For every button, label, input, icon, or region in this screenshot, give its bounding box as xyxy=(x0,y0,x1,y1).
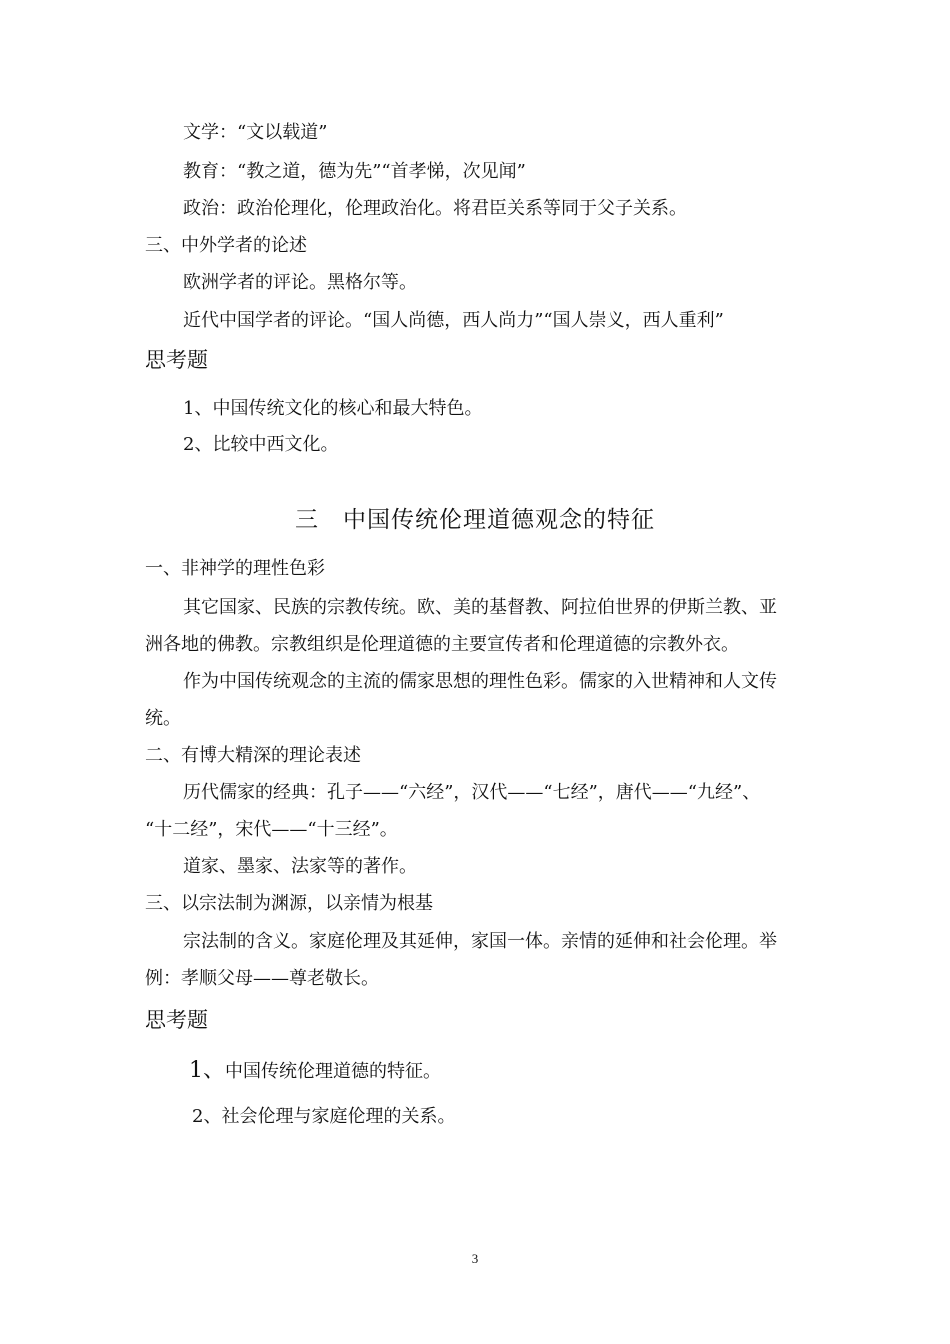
questions-heading: 思考题 xyxy=(145,1008,208,1032)
question-text: 中国传统伦理道德的特征。 xyxy=(225,1061,441,1082)
paragraph-line: 道家、墨家、法家等的著作。 xyxy=(183,856,417,877)
paragraph-line: 例：孝顺父母——尊老敬长。 xyxy=(145,968,379,989)
question-item: 1、中国传统文化的核心和最大特色。 xyxy=(183,398,483,419)
text-line: 政治：政治伦理化，伦理政治化。将君臣关系等同于父子关系。 xyxy=(183,198,687,219)
paragraph-line: 历代儒家的经典：孔子——“六经”，汉代——“七经”，唐代——“九经”、 xyxy=(183,782,761,803)
questions-heading: 思考题 xyxy=(145,348,208,372)
text-line: 欧洲学者的评论。黑格尔等。 xyxy=(183,272,417,293)
paragraph-line: 作为中国传统观念的主流的儒家思想的理性色彩。儒家的入世精神和人文传 xyxy=(183,671,777,692)
question-item: 2、社会伦理与家庭伦理的关系。 xyxy=(192,1106,456,1127)
page-number: 3 xyxy=(471,1251,479,1266)
text-line: 近代中国学者的评论。“国人尚德，西人尚力”“国人崇义，西人重利” xyxy=(183,310,724,331)
paragraph-line: 宗法制的含义。家庭伦理及其延伸，家国一体。亲情的延伸和社会伦理。举 xyxy=(183,931,777,952)
chapter-title: 三 中国传统伦理道德观念的特征 xyxy=(295,507,655,533)
paragraph-line: 洲各地的佛教。宗教组织是伦理道德的主要宣传者和伦理道德的宗教外衣。 xyxy=(145,634,739,655)
paragraph-line: 其它国家、民族的宗教传统。欧、美的基督教、阿拉伯世界的伊斯兰教、亚 xyxy=(183,597,777,618)
paragraph-line: 统。 xyxy=(145,708,181,729)
section-heading: 一、非神学的理性色彩 xyxy=(145,558,325,579)
text-line: 文学：“文以载道” xyxy=(183,122,328,143)
section-heading: 二、有博大精深的理论表述 xyxy=(145,745,361,766)
text-line: 教育：“教之道，德为先”“首孝悌，次见闻” xyxy=(183,161,526,182)
question-item xyxy=(189,1059,441,1084)
question-item: 2、比较中西文化。 xyxy=(183,434,339,455)
question-number: 1、 xyxy=(189,1058,225,1083)
section-heading: 三、中外学者的论述 xyxy=(145,235,307,256)
paragraph-line: “十二经”，宋代——“十三经”。 xyxy=(145,819,398,840)
section-heading: 三、以宗法制为渊源，以亲情为根基 xyxy=(145,893,433,914)
